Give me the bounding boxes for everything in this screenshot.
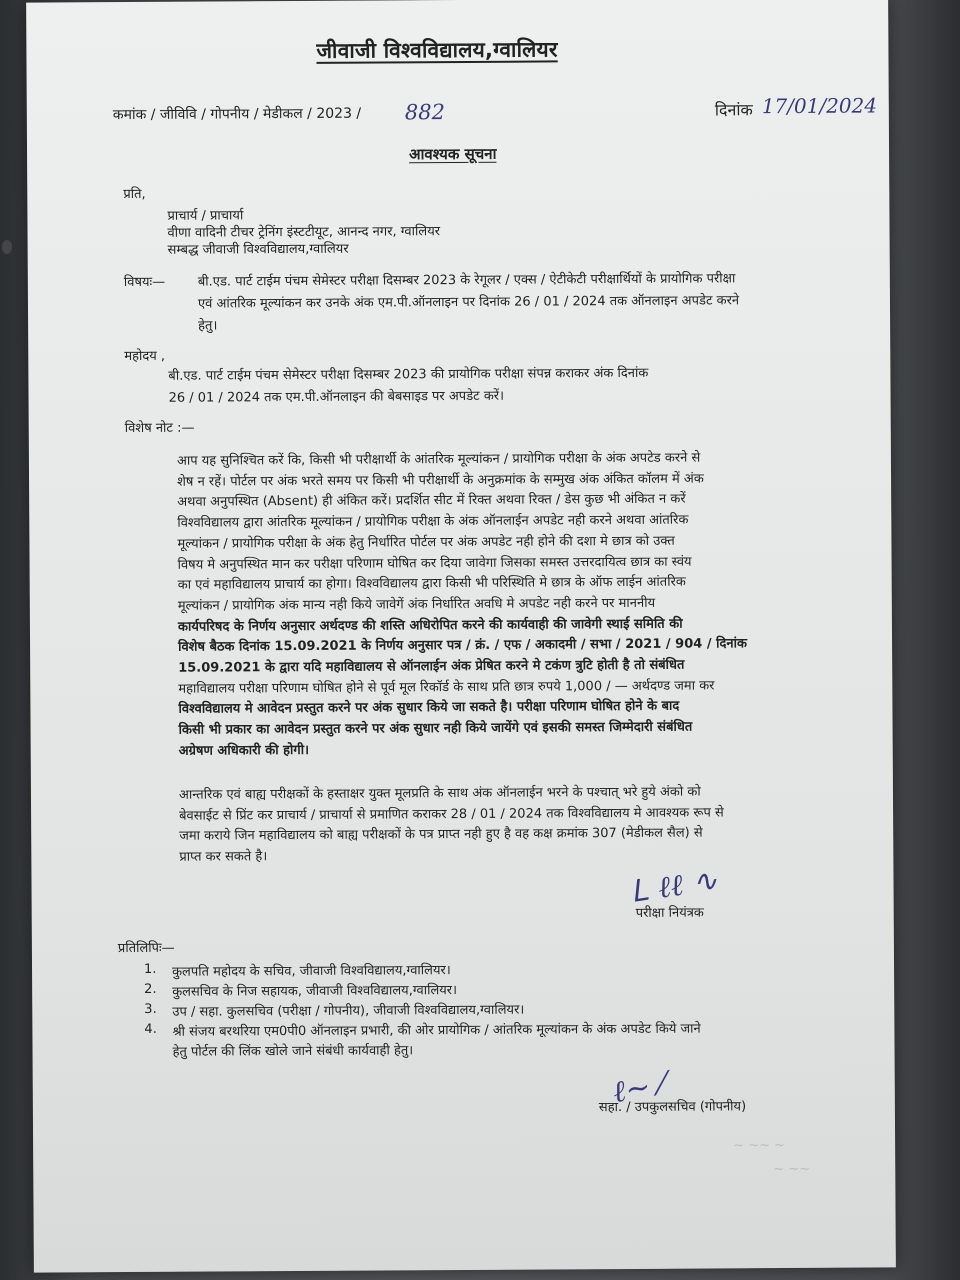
paragraph-line: विशेष बैठक दिनांक 15.09.2021 के निर्णय अनुसार पत्र / क्रं. / एफ / अकादमी / सभा / 2021 / 904 / दिनांक (178, 636, 747, 656)
paragraph-line: जमा कराये जिन महाविद्यालय को बाह्य परीक्षकों के पत्र प्राप्त नही हुए है वह कक्ष क्रमांक 307 (मेडीकल सैल) से (179, 825, 703, 845)
paragraph-line: आप यह सुनिश्चित करें कि, किसी भी परीक्षार्थी के आंतरिक मूल्यांकन / प्रायोगिक परीक्षा के अंक अपटेड करने से (176, 450, 701, 469)
paragraph-line: का एवं महाविद्यालय प्राचार्य का होगा। विश्वविद्यालय द्वारा किसी भी परिस्थिति मे छात्र के ऑफ लाईन आंतरिक (177, 574, 686, 593)
notice-title: आवश्यक सूचना (409, 144, 497, 164)
paragraph-line: आन्तरिक एवं बाह्य परीक्षकों के हस्ताक्षर युक्त मूलप्रति के साथ अंक ऑनलाईन भरने के पश्चात् भरे हुये अंको को (178, 784, 701, 803)
copy-item-number: 4. (144, 1021, 157, 1037)
recipient-line: प्राचार्य / प्राचार्या (167, 208, 244, 224)
paragraph-line: किसी भी प्रकार का आवेदन प्रस्तुत करने पर अंक सुधार नही किये जायेंगे एवं इसकी समस्त जिम्मेदारी संबंधित (178, 719, 693, 738)
paragraph-line: मूल्यांकन / प्रायोगिक परीक्षा के अंक हेतु निर्धारित पोर्टल पर अंक अपडेट नही होने की दशा मे छात्र को उक्त (177, 533, 675, 552)
special-note-label: विशेष नोट :— (124, 420, 195, 437)
copy-item: कुलपति महोदय के सचिव, जीवाजी विश्वविद्यालय,ग्वालियर। (172, 963, 451, 980)
salutation-line: 26 / 01 / 2024 तक एम.पी.ऑनलाइन की बेबसाइड पर अपडेट करें। (168, 388, 505, 406)
salutation-label: महोदय , (124, 348, 166, 365)
copy-item: श्री संजय बरथरिया एम0पी0 ऑनलाइन प्रभारी, की ओर प्रायोगिक / आंतरिक मूल्यांकन के अंक अपडेट किये जाने (172, 1021, 701, 1040)
subject-label: विषयः— (123, 274, 166, 291)
copy-item-number: 2. (144, 981, 157, 997)
paragraph-line: प्राप्त कर सकते है। (179, 849, 268, 865)
university-title: जीवाजी विश्वविद्यालय,ग्वालियर (316, 37, 558, 63)
paragraph-line: शेष न रहें। पोर्टल पर अंक भरते समय पर किसी भी परीक्षार्थी के अनुक्रमांक के सम्मुख अंक अंकित कॉलम में अंक (177, 471, 704, 490)
paragraph-line: बेवसाईट से प्रिंट कर प्राचार्य / प्राचार्या से प्रमाणित कराकर 28 / 01 / 2024 तक विश्वविद्यालय मे आवश्यक रूप से (179, 805, 724, 824)
copy-item: उप / सहा. कुलसचिव (परीक्षा / गोपनीय), जीवाजी विश्वविद्यालय,ग्वालियर। (172, 1002, 525, 1020)
subject-line: हेतु। (198, 318, 218, 334)
paragraph-line: अथवा अनुपस्थित (Absent) ही अंकित करें। प्रदर्शित सीट में रिक्त अथवा रिक्त / डेस कुछ भी अंकित न करें (177, 492, 686, 511)
smudge-mark (2, 240, 12, 254)
letter-paper (26, 0, 896, 1273)
paragraph-line: विषय मे अनुपस्थित मान कर परीक्षा परिणाम घोषित कर दिया जावेगा जिसका समस्त उत्तरदायित्व छात्र का स्वंय (177, 554, 692, 573)
signatory-designation: परीक्षा नियंत्रक (635, 905, 704, 921)
paragraph-line: मूल्यांकन / प्रायोगिक अंक मान्य नही किये जावेगें अंक निर्धारित अवधि मे अपडेट नही करने पर माननीय (177, 595, 656, 614)
instruction-paragraph (179, 782, 724, 868)
bleed-through-text: ~ ~~ ~ (733, 1138, 786, 1154)
date-label: दिनांक (714, 100, 753, 120)
copy-item-continuation: हेतु पोर्टल की लिंक खोले जाने संबंधी कार्यवाही हेतु। (172, 1043, 414, 1060)
paragraph-line: विश्वविद्यालय द्वारा आंतरिक मूल्यांकन / प्रायोगिक परीक्षा के अंक ऑनलाईन अपडेट नही करने अथवा आंतरिक (177, 512, 689, 531)
handwritten-ref-number: 882 (404, 100, 445, 125)
handwritten-date: 17/01/2024 (761, 93, 878, 119)
copy-item: कुलसचिव के निज सहायक, जीवाजी विश्वविद्यालय,ग्वालियर। (172, 983, 458, 1000)
recipient-line: वीणा वादिनी टीचर ट्रेनिंग इंस्टटीयूट, आनन्द नगर, ग्वालियर (167, 224, 441, 241)
subject-line: बी.एड. पार्ट टाईम पंचम सेमेस्टर परीक्षा दिसम्बर 2023 के रेगूलर / एक्स / ऐटीकेटी परीक्षार्थियों के प्रायोगिक परीक्षा (197, 271, 736, 290)
salutation-line: बी.एड. पार्ट टाईम पंचम सेमेस्टर परीक्षा दिसम्बर 2023 की प्रायोगिक परीक्षा संपन्न कराकर अंक दिनांक (168, 365, 649, 384)
recipient-label: प्रति, (123, 186, 146, 203)
recipient-line: सम्बद्ध जीवाजी विश्वविद्यालय,ग्वालियर (167, 241, 349, 258)
controller-signature: Ꮮ ℓℓ ∿ (629, 862, 720, 910)
reference-number: कमांक / जीविवि / गोपनीय / मेडीकल / 2023 / (112, 105, 362, 124)
paragraph-line: अग्रेषण अधिकारी की होगी। (178, 742, 310, 759)
deputy-designation: सहा. / उपकुलसचिव (गोपनीय) (598, 1099, 747, 1116)
special-note-paragraph (177, 448, 748, 762)
paragraph-line: महाविद्यालय परीक्षा परिणाम घोषित होने से पूर्व मूल रिकॉर्ड के साथ प्रति छात्र रुपये 1,000 / — अर्थदण्ड जमा कर (178, 678, 715, 697)
paragraph-line: कार्यपरिषद के निर्णय अनुसार अर्थदण्ड की शस्ति अधिरोपित करने की कार्यवाही की जावेगी स्थाई समिति की (177, 616, 683, 635)
subject-line: एवं आंतरिक मूल्यांकन कर उनके अंक एम.पी.ऑनलाइन पर दिनांक 26 / 01 / 2024 तक ऑनलाइन अपडेट करने (197, 293, 740, 312)
copy-item-number: 3. (144, 1001, 157, 1017)
copy-item-number: 1. (143, 961, 157, 977)
deputy-signature: ℓ~ ⁄ (610, 1066, 668, 1111)
bleed-through-text: ~ ~~ (773, 1161, 811, 1178)
copy-to-label: प्रतिलिपिः— (117, 940, 175, 957)
paragraph-line: विश्वविद्यालय मे आवेदन प्रस्तुत करने पर अंक सुधार किये जा सकते है। परीक्षा परिणाम घोषित होने के बाद (178, 699, 680, 718)
paragraph-line: 15.09.2021 के द्वारा यदि महाविद्यालय से ऑनलाईन अंक प्रेषित करने मे टकंण त्रुटि होती है तो संबंधित (178, 657, 685, 676)
